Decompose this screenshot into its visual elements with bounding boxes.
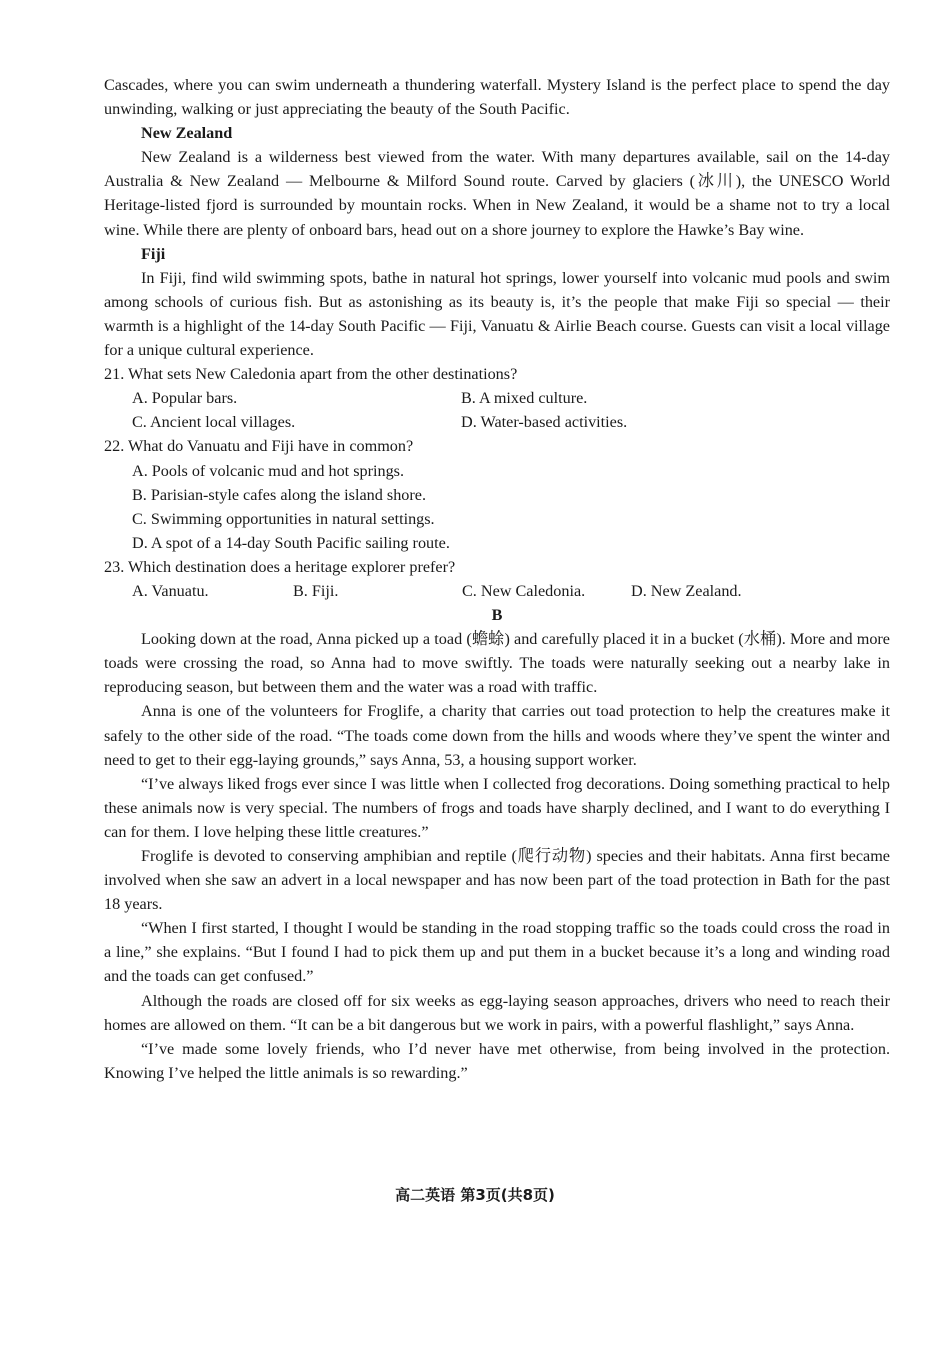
question-23-option-a: A. Vanuatu. <box>132 581 209 600</box>
question-22-option-c: C. Swimming opportunities in natural settings. <box>132 509 435 528</box>
heading-new-zealand: New Zealand <box>141 124 233 143</box>
question-21-option-b: B. A mixed culture. <box>461 389 588 408</box>
question-21: 21. What sets New Caledonia apart from the other destinations? <box>104 365 518 384</box>
question-23: 23. Which destination does a heritage explorer prefer? <box>104 557 456 576</box>
passage-b-paragraph: Although the roads are closed off for six weeks as egg-laying season approaches, drivers who need to reach their homes are allowed on them. “It can be a bit dangerous but we work in pairs, with a powerful flashlight,” says Anna. <box>104 991 890 1034</box>
page-content <box>104 73 890 1085</box>
question-22: 22. What do Vanuatu and Fiji have in common? <box>104 437 414 456</box>
paragraph-fiji: In Fiji, find wild swimming spots, bathe in natural hot springs, lower yourself into volcanic mud pools and swim among schools of curious fish. But as astonishing as its beauty is, it’s the people that make Fiji so special — their warmth is a highlight of the 14-day South Pacific — Fiji, Vanuatu & Airlie Beach course. Guests can visit a local village for a unique cultural experience. <box>104 268 890 360</box>
intro-continuation: Cascades, where you can swim underneath a thundering waterfall. Mystery Island is the perfect place to spend the day unwinding, walking or just appreciating the beauty of the South Pacific. <box>104 76 890 119</box>
question-22-option-b: B. Parisian-style cafes along the island shore. <box>132 485 426 504</box>
passage-b-paragraph: Anna is one of the volunteers for Froglife, a charity that carries out toad protection to help the creatures make it safely to the other side of the road. “The toads come down from the hills and woods where they’ve spent the winter and need to get to their egg-laying grounds,” says Anna, 53, a housing support worker. <box>104 702 890 769</box>
question-21-option-a: A. Popular bars. <box>132 389 238 408</box>
question-22-option-a: A. Pools of volcanic mud and hot springs. <box>132 461 405 480</box>
question-23-options <box>104 579 890 603</box>
question-21-option-c: C. Ancient local villages. <box>132 413 296 432</box>
question-21-options-row-2 <box>104 410 890 434</box>
page-footer: 高二英语 第3页(共8页) <box>395 1186 555 1204</box>
section-b-label: B <box>491 606 503 625</box>
question-23-option-b: B. Fiji. <box>293 581 339 600</box>
question-22-option-d: D. A spot of a 14-day South Pacific sailing route. <box>132 533 450 552</box>
question-23-option-c: C. New Caledonia. <box>462 581 586 600</box>
passage-b-paragraph: Froglife is devoted to conserving amphibian and reptile (爬行动物) species and their habitats. Anna first became involved when she saw an advert in a local newspaper and has now been part of the toad protection in Bath for the past 18 years. <box>104 847 890 914</box>
passage-b-paragraph: “I’ve always liked frogs ever since I was little when I collected frog decorations. Doing something practical to help these animals now is very special. The numbers of frogs and toads have sharply declined, and I want to do everything I can for them. I love helping these little creatures.” <box>104 774 890 841</box>
passage-b-paragraph: “I’ve made some lovely friends, who I’d never have met otherwise, from being involved in the protection. Knowing I’ve helped the little animals is so rewarding.” <box>104 1039 890 1082</box>
heading-fiji: Fiji <box>141 244 166 263</box>
passage-b-paragraph: “When I first started, I thought I would be standing in the road stopping traffic so the toads could cross the road in a line,” she explains. “But I found I had to pick them up and put them in a bucket because it’s a long and winding road and the toads can get confused.” <box>104 919 890 986</box>
question-23-option-d: D. New Zealand. <box>631 581 742 600</box>
passage-b-paragraph: Looking down at the road, Anna picked up a toad (蟾蜍) and carefully placed it in a bucket (水桶). More and more toads were crossing the road, so Anna had to move swiftly. The toads were naturally seeking out a nearby lake in reproducing season, but between them and the water was a road with traffic. <box>104 630 890 697</box>
paragraph-new-zealand: New Zealand is a wilderness best viewed from the water. With many departures available, sail on the 14-day Australia & New Zealand — Melbourne & Milford Sound route. Carved by glaciers (冰川), the UNESCO World Heritage-listed fjord is surrounded by mountain rocks. When in New Zealand, it would be a shame not to try a local wine. While there are plenty of onboard bars, head out on a shore journey to explore the Hawke’s Bay wine. <box>104 148 890 239</box>
question-21-option-d: D. Water-based activities. <box>461 413 628 432</box>
question-21-options-row-1 <box>104 386 890 410</box>
